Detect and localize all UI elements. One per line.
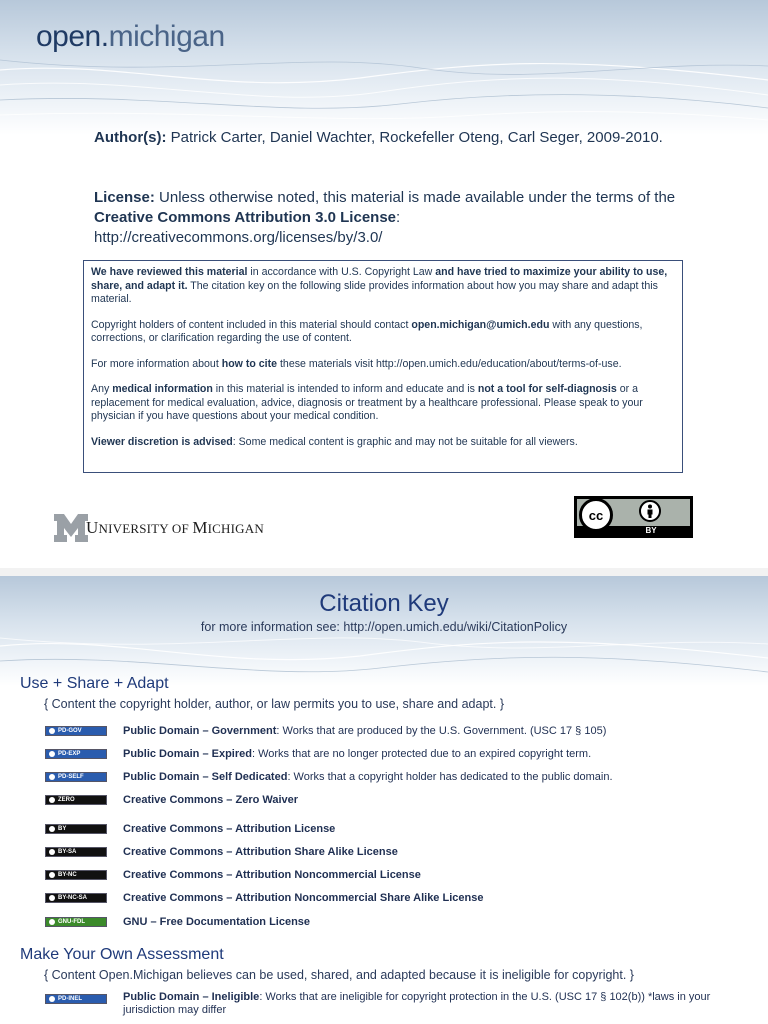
license-name: Creative Commons – Attribution Share Alike License bbox=[123, 846, 398, 858]
license-row bbox=[45, 794, 299, 806]
license-badge-circle bbox=[49, 751, 55, 757]
license-badge-label: ZERO bbox=[58, 797, 75, 803]
header-banner bbox=[0, 0, 768, 135]
notice-paragraph-medical bbox=[91, 383, 675, 424]
notice-text: in accordance with U.S. Copyright Law bbox=[247, 266, 436, 278]
notice-text: or a replacement for medical evaluation, advice, diagnosis or treatment by a healthcare professional. Please speak to your physician if you have questions about your medical condition. bbox=[91, 383, 643, 422]
logo-michigan-text: michigan bbox=[108, 20, 225, 53]
license-badge-icon bbox=[45, 749, 107, 759]
notice-paragraph-discretion bbox=[91, 436, 675, 450]
license-block bbox=[94, 188, 694, 248]
license-badge-icon bbox=[45, 870, 107, 880]
notice-bold: Viewer discretion is advised bbox=[91, 435, 233, 448]
wordmark-part: ICHIGAN bbox=[207, 521, 264, 536]
notice-text: these materials visit http://open.umich.edu/education/about/terms-of-use. bbox=[277, 357, 622, 370]
authors-label: Author(s): bbox=[94, 129, 167, 146]
notice-bold: We have reviewed this material bbox=[91, 266, 248, 278]
license-description bbox=[123, 892, 483, 904]
license-badge-icon bbox=[45, 726, 107, 736]
license-row bbox=[45, 869, 421, 881]
block-m-icon bbox=[54, 514, 88, 542]
license-name: Creative Commons Attribution 3.0 License bbox=[94, 209, 397, 226]
license-badge-label: PD-EXP bbox=[58, 751, 81, 757]
notice-text: : Some medical content is graphic and may not be suitable for all viewers. bbox=[232, 435, 578, 448]
license-description bbox=[123, 725, 606, 737]
license-badge-circle bbox=[49, 774, 55, 780]
license-row bbox=[45, 748, 592, 760]
section-note-own-assessment: { Content Open.Michigan believes can be used, shared, and adapted because it is ineligible for copyright. } bbox=[44, 968, 634, 982]
license-description bbox=[123, 771, 613, 783]
notice-text: For more information about bbox=[91, 357, 222, 370]
section-heading-own-assessment: Make Your Own Assessment bbox=[20, 946, 224, 963]
notice-text: in this material is intended to inform and educate and is bbox=[212, 383, 478, 395]
section-heading-use-share-adapt: Use + Share + Adapt bbox=[20, 675, 169, 692]
license-row bbox=[45, 892, 484, 904]
license-badge-circle bbox=[49, 728, 55, 734]
notice-paragraph-contact bbox=[91, 319, 675, 346]
license-badge-circle bbox=[49, 797, 55, 803]
license-name: Public Domain – Expired bbox=[123, 748, 252, 760]
citation-key-slide bbox=[0, 576, 768, 1024]
citation-policy-link[interactable]: for more information see: http://open.umich.edu/wiki/CitationPolicy bbox=[200, 620, 568, 634]
section-note-use-share-adapt: { Content the copyright holder, author, or law permits you to use, share and adapt. } bbox=[44, 697, 505, 711]
license-badge-circle bbox=[49, 996, 55, 1002]
notice-paragraph-cite bbox=[91, 358, 675, 372]
person-icon bbox=[639, 500, 661, 522]
notice-text: with any questions, corrections, or clarification regarding the use of content. bbox=[91, 318, 643, 344]
license-badge-label: BY-NC bbox=[58, 872, 77, 878]
license-name: Public Domain – Government bbox=[123, 725, 277, 737]
license-name: Public Domain – Self Dedicated bbox=[123, 771, 288, 783]
license-badge-circle bbox=[49, 895, 55, 901]
license-description bbox=[123, 991, 723, 1017]
license-detail: : Works that a copyright holder has dedicated to the public domain. bbox=[287, 771, 613, 783]
by-label: BY bbox=[645, 526, 657, 535]
logo-open-text: open. bbox=[36, 20, 109, 53]
license-badge-icon bbox=[45, 847, 107, 857]
notice-paragraph-review bbox=[91, 266, 675, 307]
license-detail: : Works that are no longer protected due to an expired copyright term. bbox=[251, 748, 592, 760]
license-row bbox=[45, 725, 607, 737]
notice-box bbox=[83, 260, 683, 473]
open-michigan-logo bbox=[36, 20, 225, 54]
license-name: Creative Commons – Zero Waiver bbox=[123, 794, 299, 806]
license-description bbox=[123, 916, 310, 928]
notice-bold: medical information bbox=[112, 383, 213, 395]
license-url[interactable]: http://creativecommons.org/licenses/by/3.0/ bbox=[94, 229, 383, 246]
license-description bbox=[123, 869, 421, 881]
notice-text: Any bbox=[91, 383, 113, 395]
license-detail: : Works that are ineligible for copyright protection in the U.S. (USC 17 § 102(b)) *laws in your jurisdiction may differ bbox=[123, 991, 711, 1016]
license-badge-icon bbox=[45, 994, 107, 1004]
license-badge-label: PD-SELF bbox=[58, 774, 84, 780]
license-row bbox=[45, 916, 311, 928]
license-detail: : Works that are produced by the U.S. Government. (USC 17 § 105) bbox=[276, 725, 607, 737]
license-name: GNU – Free Documentation License bbox=[123, 916, 311, 928]
license-row bbox=[45, 823, 336, 835]
notice-text: Copyright holders of content included in this material should contact bbox=[91, 318, 412, 331]
license-description bbox=[123, 846, 398, 858]
license-row bbox=[45, 846, 398, 858]
license-badge-circle bbox=[49, 826, 55, 832]
cc-icon: cc bbox=[579, 498, 613, 532]
license-name: Public Domain – Ineligible bbox=[123, 991, 260, 1003]
cc-by-badge bbox=[574, 496, 693, 538]
wordmark-part: NIVERSITY OF bbox=[98, 521, 193, 536]
license-badge-label: BY-SA bbox=[58, 849, 77, 855]
attribution-person-glyph bbox=[641, 502, 659, 520]
license-badge-icon bbox=[45, 917, 107, 927]
license-colon: : bbox=[396, 209, 401, 226]
license-name: Creative Commons – Attribution License bbox=[123, 823, 336, 835]
license-badge-icon bbox=[45, 893, 107, 903]
notice-text: The citation key on the following slide provides information about how you may share and adapt this material. bbox=[91, 279, 658, 305]
license-description bbox=[123, 823, 335, 835]
license-description bbox=[123, 794, 298, 806]
license-badge-label: BY-NC-SA bbox=[58, 895, 88, 901]
notice-bold: not a tool for self-diagnosis bbox=[477, 383, 617, 395]
license-badge-label: BY bbox=[58, 826, 67, 832]
license-row bbox=[45, 771, 613, 783]
license-badge-label: GNU-FDL bbox=[58, 919, 85, 925]
notice-bold: and have tried to maximize your ability to use, share, and adapt it. bbox=[91, 266, 668, 292]
authors-text: Patrick Carter, Daniel Wachter, Rockefeller Oteng, Carl Seger, 2009-2010. bbox=[170, 129, 663, 146]
contact-email[interactable]: open.michigan@umich.edu bbox=[411, 318, 550, 331]
license-name: Creative Commons – Attribution Noncommercial Share Alike License bbox=[123, 892, 484, 904]
notice-bold: how to cite bbox=[221, 357, 278, 370]
authors-line bbox=[94, 127, 694, 148]
slide-gap bbox=[0, 568, 768, 576]
license-text: Unless otherwise noted, this material is made available under the terms of the bbox=[159, 189, 676, 206]
license-description bbox=[123, 748, 591, 760]
citation-key-title: Citation Key bbox=[319, 590, 449, 617]
license-badge-icon bbox=[45, 772, 107, 782]
license-badge-icon bbox=[45, 795, 107, 805]
license-badge-circle bbox=[49, 849, 55, 855]
wordmark-part: M bbox=[192, 518, 208, 537]
wordmark-part: U bbox=[86, 518, 99, 537]
university-wordmark bbox=[86, 518, 264, 538]
license-badge-label: PD-GOV bbox=[58, 728, 82, 734]
license-row bbox=[45, 991, 711, 1016]
license-badge-circle bbox=[49, 872, 55, 878]
university-of-michigan-logo bbox=[54, 514, 264, 542]
license-badge-label: PD-INEL bbox=[58, 996, 82, 1002]
license-name: Creative Commons – Attribution Noncommercial License bbox=[123, 869, 421, 881]
license-badge-circle bbox=[49, 919, 55, 925]
license-label: License: bbox=[94, 189, 155, 206]
license-badge-icon bbox=[45, 824, 107, 834]
